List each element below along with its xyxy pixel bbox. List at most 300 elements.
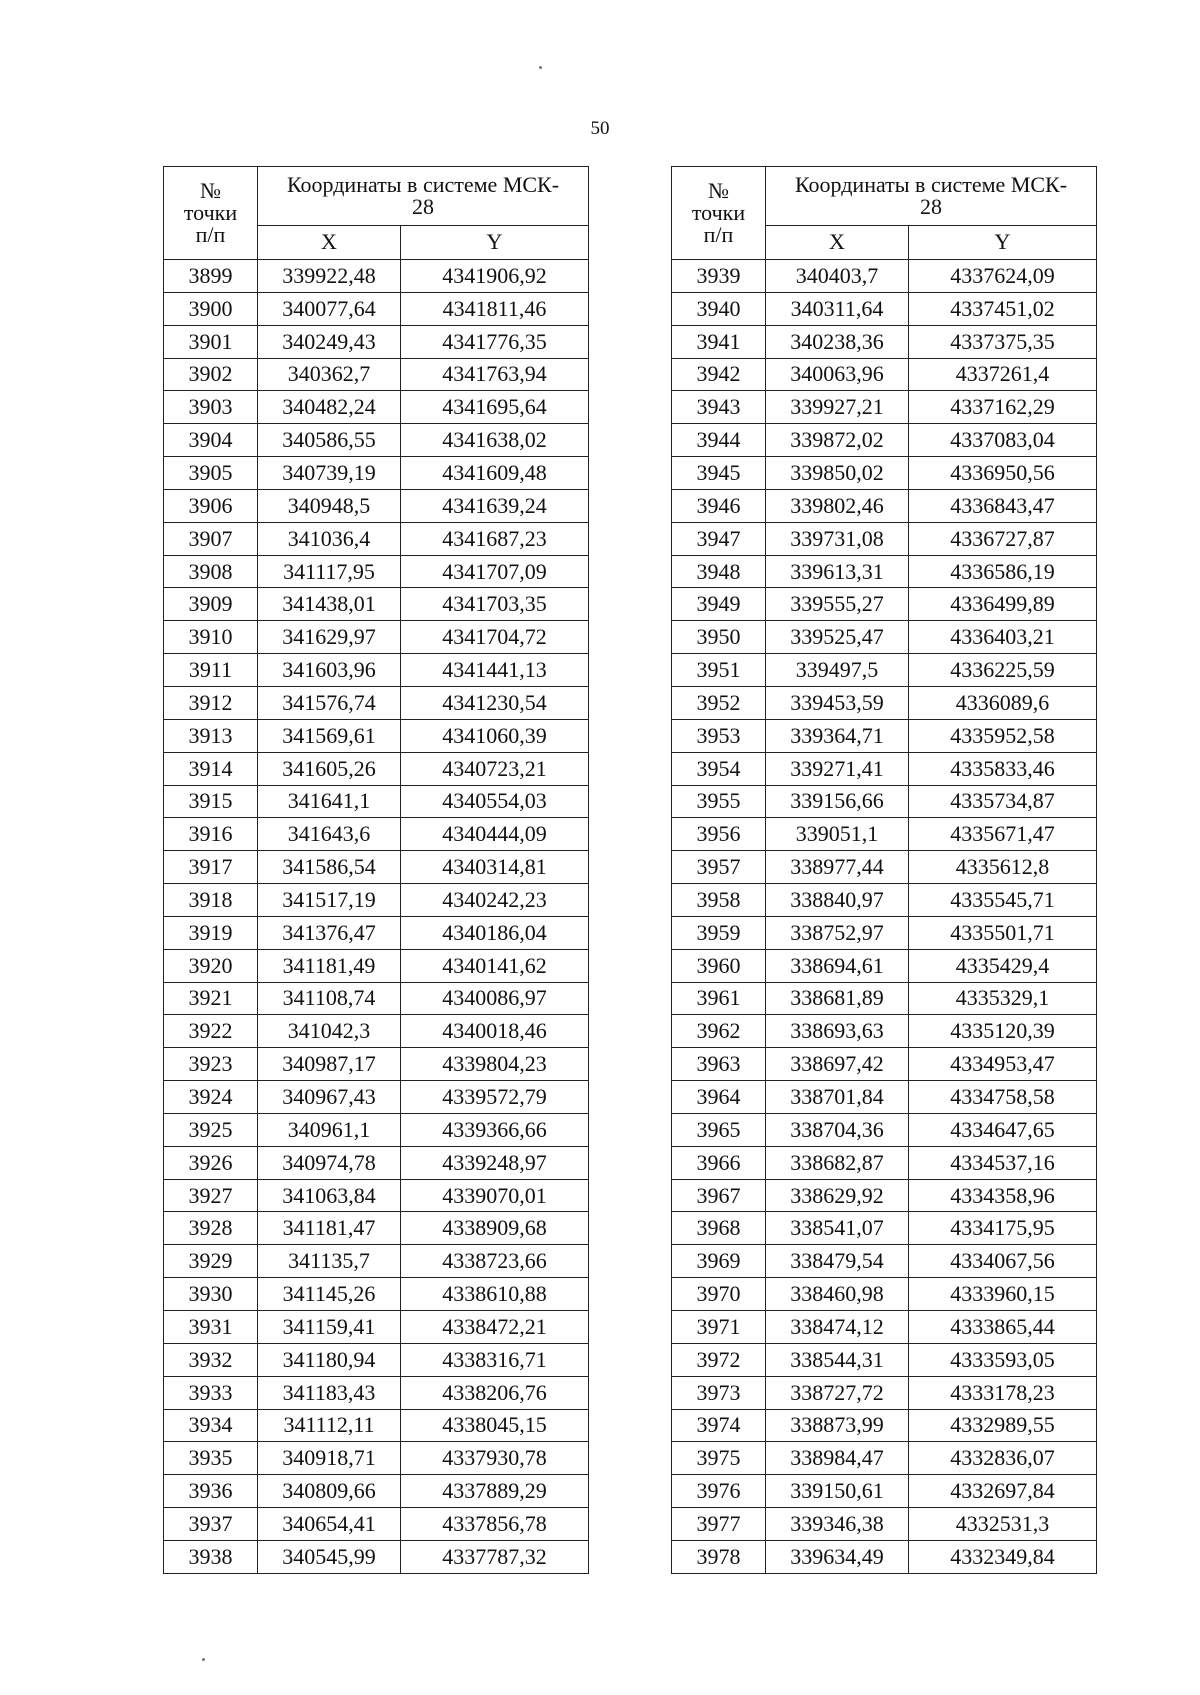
x-coordinate-cell: 339731,08	[766, 522, 909, 555]
x-coordinate-cell: 339364,71	[766, 719, 909, 752]
y-coordinate-cell: 4341776,35	[401, 325, 589, 358]
y-coordinate-cell: 4332697,84	[909, 1475, 1097, 1508]
x-coordinate-cell: 338704,36	[766, 1113, 909, 1146]
x-coordinate-cell: 341181,49	[258, 949, 401, 982]
scan-speck	[539, 66, 542, 69]
x-coordinate-cell: 339802,46	[766, 489, 909, 522]
point-number-cell: 3957	[672, 851, 766, 884]
x-coordinate-cell: 340961,1	[258, 1113, 401, 1146]
table-row	[672, 785, 1097, 818]
point-number-cell: 3937	[164, 1508, 258, 1541]
x-coordinate-cell: 341605,26	[258, 752, 401, 785]
table-row	[164, 1048, 589, 1081]
table-row	[672, 982, 1097, 1015]
x-coordinate-cell: 340654,41	[258, 1508, 401, 1541]
point-number-cell: 3934	[164, 1409, 258, 1442]
point-number-cell: 3956	[672, 818, 766, 851]
point-number-cell: 3916	[164, 818, 258, 851]
x-coordinate-cell: 340948,5	[258, 489, 401, 522]
x-coordinate-cell: 339346,38	[766, 1508, 909, 1541]
table-row	[672, 260, 1097, 293]
table-row	[164, 260, 589, 293]
x-coordinate-cell: 338873,99	[766, 1409, 909, 1442]
table-row	[672, 1015, 1097, 1048]
table-row	[164, 1245, 589, 1278]
y-column-header: Y	[909, 225, 1097, 259]
point-number-cell: 3958	[672, 884, 766, 917]
x-coordinate-cell: 341376,47	[258, 916, 401, 949]
y-coordinate-cell: 4341707,09	[401, 555, 589, 588]
point-number-cell: 3910	[164, 621, 258, 654]
y-coordinate-cell: 4336727,87	[909, 522, 1097, 555]
point-number-cell: 3950	[672, 621, 766, 654]
table-row	[672, 1179, 1097, 1212]
x-coordinate-cell: 340238,36	[766, 325, 909, 358]
table-row	[672, 522, 1097, 555]
y-coordinate-cell: 4333593,05	[909, 1343, 1097, 1376]
y-coordinate-cell: 4340242,23	[401, 884, 589, 917]
point-number-cell: 3960	[672, 949, 766, 982]
x-coordinate-cell: 341159,41	[258, 1311, 401, 1344]
table-row	[672, 1311, 1097, 1344]
x-coordinate-cell: 341181,47	[258, 1212, 401, 1245]
table-row	[672, 1508, 1097, 1541]
point-number-cell: 3906	[164, 489, 258, 522]
point-number-cell: 3940	[672, 292, 766, 325]
y-coordinate-cell: 4340444,09	[401, 818, 589, 851]
y-coordinate-cell: 4335833,46	[909, 752, 1097, 785]
y-coordinate-cell: 4341687,23	[401, 522, 589, 555]
y-coordinate-cell: 4340314,81	[401, 851, 589, 884]
x-coordinate-cell: 340077,64	[258, 292, 401, 325]
y-coordinate-cell: 4341763,94	[401, 358, 589, 391]
x-coordinate-cell: 339555,27	[766, 588, 909, 621]
table-row	[164, 1409, 589, 1442]
x-coordinate-cell: 340809,66	[258, 1475, 401, 1508]
x-coordinate-cell: 341569,61	[258, 719, 401, 752]
y-coordinate-cell: 4339070,01	[401, 1179, 589, 1212]
table-row	[164, 884, 589, 917]
point-number-cell: 3968	[672, 1212, 766, 1245]
table-row	[672, 1343, 1097, 1376]
table-row	[672, 1113, 1097, 1146]
x-coordinate-cell: 339850,02	[766, 457, 909, 490]
x-column-header: X	[258, 225, 401, 259]
x-coordinate-cell: 338694,61	[766, 949, 909, 982]
y-coordinate-cell: 4336586,19	[909, 555, 1097, 588]
point-number-cell: 3930	[164, 1278, 258, 1311]
y-coordinate-cell: 4336403,21	[909, 621, 1097, 654]
y-coordinate-cell: 4334067,56	[909, 1245, 1097, 1278]
y-coordinate-cell: 4339248,97	[401, 1146, 589, 1179]
point-number-cell: 3901	[164, 325, 258, 358]
point-number-cell: 3929	[164, 1245, 258, 1278]
point-number-cell: 3931	[164, 1311, 258, 1344]
y-coordinate-cell: 4341703,35	[401, 588, 589, 621]
x-coordinate-cell: 340967,43	[258, 1081, 401, 1114]
table-row	[672, 1048, 1097, 1081]
x-coordinate-cell: 338727,72	[766, 1376, 909, 1409]
y-coordinate-cell: 4341441,13	[401, 654, 589, 687]
x-coordinate-cell: 339927,21	[766, 391, 909, 424]
x-coordinate-cell: 339613,31	[766, 555, 909, 588]
point-number-cell: 3922	[164, 1015, 258, 1048]
table-row	[672, 949, 1097, 982]
table-row	[164, 982, 589, 1015]
point-number-cell: 3936	[164, 1475, 258, 1508]
table-row	[164, 1343, 589, 1376]
y-coordinate-cell: 4341704,72	[401, 621, 589, 654]
x-coordinate-cell: 339156,66	[766, 785, 909, 818]
table-row	[164, 818, 589, 851]
x-coordinate-cell: 338629,92	[766, 1179, 909, 1212]
y-coordinate-cell: 4337083,04	[909, 424, 1097, 457]
y-coordinate-cell: 4337930,78	[401, 1442, 589, 1475]
y-coordinate-cell: 4337856,78	[401, 1508, 589, 1541]
table-row	[164, 654, 589, 687]
y-coordinate-cell: 4334647,65	[909, 1113, 1097, 1146]
table-row	[164, 424, 589, 457]
x-coordinate-cell: 339453,59	[766, 686, 909, 719]
y-coordinate-cell: 4333178,23	[909, 1376, 1097, 1409]
table-row	[164, 1376, 589, 1409]
point-number-cell: 3974	[672, 1409, 766, 1442]
table-row	[672, 358, 1097, 391]
point-number-cell: 3966	[672, 1146, 766, 1179]
y-coordinate-cell: 4335501,71	[909, 916, 1097, 949]
table-row	[164, 1540, 589, 1573]
table-row	[164, 1212, 589, 1245]
table-row	[164, 785, 589, 818]
y-coordinate-cell: 4341230,54	[401, 686, 589, 719]
table-row	[164, 555, 589, 588]
x-coordinate-cell: 340403,7	[766, 260, 909, 293]
y-coordinate-cell: 4332989,55	[909, 1409, 1097, 1442]
x-coordinate-cell: 341108,74	[258, 982, 401, 1015]
table-row	[672, 1475, 1097, 1508]
point-number-cell: 3909	[164, 588, 258, 621]
x-coordinate-cell: 341576,74	[258, 686, 401, 719]
table-row	[672, 884, 1097, 917]
point-number-cell: 3911	[164, 654, 258, 687]
table-body	[672, 260, 1097, 1574]
x-coordinate-cell: 338479,54	[766, 1245, 909, 1278]
point-number-cell: 3915	[164, 785, 258, 818]
y-coordinate-cell: 4333960,15	[909, 1278, 1097, 1311]
y-coordinate-cell: 4341639,24	[401, 489, 589, 522]
table-row	[672, 457, 1097, 490]
table-row	[672, 1442, 1097, 1475]
y-coordinate-cell: 4340186,04	[401, 916, 589, 949]
x-coordinate-cell: 340739,19	[258, 457, 401, 490]
point-number-cell: 3941	[672, 325, 766, 358]
x-coordinate-cell: 341641,1	[258, 785, 401, 818]
x-coordinate-cell: 338752,97	[766, 916, 909, 949]
table-row	[164, 1442, 589, 1475]
point-number-cell: 3905	[164, 457, 258, 490]
point-number-cell: 3965	[672, 1113, 766, 1146]
point-number-cell: 3946	[672, 489, 766, 522]
x-coordinate-cell: 340918,71	[258, 1442, 401, 1475]
y-coordinate-cell: 4335612,8	[909, 851, 1097, 884]
x-coordinate-cell: 341183,43	[258, 1376, 401, 1409]
table-row	[164, 391, 589, 424]
x-coordinate-cell: 341438,01	[258, 588, 401, 621]
y-coordinate-cell: 4334758,58	[909, 1081, 1097, 1114]
x-coordinate-cell: 339051,1	[766, 818, 909, 851]
y-coordinate-cell: 4337162,29	[909, 391, 1097, 424]
table-row	[672, 1409, 1097, 1442]
point-number-cell: 3920	[164, 949, 258, 982]
table-row	[164, 1015, 589, 1048]
y-coordinate-cell: 4337889,29	[401, 1475, 589, 1508]
point-number-cell: 3947	[672, 522, 766, 555]
point-number-cell: 3973	[672, 1376, 766, 1409]
point-number-cell: 3935	[164, 1442, 258, 1475]
y-coordinate-cell: 4336089,6	[909, 686, 1097, 719]
y-coordinate-cell: 4337261,4	[909, 358, 1097, 391]
x-coordinate-cell: 338840,97	[766, 884, 909, 917]
point-number-cell: 3977	[672, 1508, 766, 1541]
x-coordinate-cell: 338984,47	[766, 1442, 909, 1475]
table-row	[164, 325, 589, 358]
table-row	[164, 489, 589, 522]
page-number: 50	[590, 118, 610, 139]
y-coordinate-cell: 4341695,64	[401, 391, 589, 424]
y-coordinate-cell: 4337451,02	[909, 292, 1097, 325]
x-coordinate-cell: 338701,84	[766, 1081, 909, 1114]
x-coordinate-cell: 341042,3	[258, 1015, 401, 1048]
x-coordinate-cell: 338541,07	[766, 1212, 909, 1245]
point-number-cell: 3900	[164, 292, 258, 325]
y-coordinate-cell: 4335120,39	[909, 1015, 1097, 1048]
table-row	[672, 588, 1097, 621]
y-coordinate-cell: 4335329,1	[909, 982, 1097, 1015]
y-coordinate-cell: 4338909,68	[401, 1212, 589, 1245]
y-coordinate-cell: 4339366,66	[401, 1113, 589, 1146]
table-row	[164, 1508, 589, 1541]
y-coordinate-cell: 4340018,46	[401, 1015, 589, 1048]
table-row	[672, 489, 1097, 522]
point-number-cell: 3919	[164, 916, 258, 949]
point-number-cell: 3903	[164, 391, 258, 424]
point-number-cell: 3938	[164, 1540, 258, 1573]
table-row	[164, 1146, 589, 1179]
y-coordinate-cell: 4340554,03	[401, 785, 589, 818]
point-number-cell: 3943	[672, 391, 766, 424]
x-coordinate-cell: 340362,7	[258, 358, 401, 391]
point-number-cell: 3964	[672, 1081, 766, 1114]
point-number-cell: 3904	[164, 424, 258, 457]
point-number-cell: 3918	[164, 884, 258, 917]
x-coordinate-cell: 340063,96	[766, 358, 909, 391]
table-row	[672, 1278, 1097, 1311]
y-coordinate-cell: 4341811,46	[401, 292, 589, 325]
point-number-cell: 3975	[672, 1442, 766, 1475]
table-row	[164, 621, 589, 654]
table-row	[164, 457, 589, 490]
y-coordinate-cell: 4341609,48	[401, 457, 589, 490]
x-coordinate-cell: 341643,6	[258, 818, 401, 851]
point-number-cell: 3908	[164, 555, 258, 588]
x-coordinate-cell: 340586,55	[258, 424, 401, 457]
x-coordinate-cell: 339634,49	[766, 1540, 909, 1573]
x-coordinate-cell: 338681,89	[766, 982, 909, 1015]
point-number-cell: 3976	[672, 1475, 766, 1508]
table-row	[672, 686, 1097, 719]
y-coordinate-cell: 4335734,87	[909, 785, 1097, 818]
y-coordinate-cell: 4332531,3	[909, 1508, 1097, 1541]
point-number-cell: 3962	[672, 1015, 766, 1048]
y-coordinate-cell: 4336499,89	[909, 588, 1097, 621]
table-row	[672, 1245, 1097, 1278]
point-number-cell: 3948	[672, 555, 766, 588]
table-row	[164, 752, 589, 785]
table-row	[164, 358, 589, 391]
y-coordinate-cell: 4338316,71	[401, 1343, 589, 1376]
point-number-cell: 3963	[672, 1048, 766, 1081]
coordinates-table-right	[671, 166, 1097, 1574]
table-row	[672, 292, 1097, 325]
point-number-cell: 3917	[164, 851, 258, 884]
x-coordinate-cell: 338697,42	[766, 1048, 909, 1081]
y-coordinate-cell: 4336950,56	[909, 457, 1097, 490]
y-coordinate-cell: 4339804,23	[401, 1048, 589, 1081]
point-number-header: № точки п/п	[672, 167, 766, 260]
x-coordinate-cell: 338977,44	[766, 851, 909, 884]
point-number-cell: 3951	[672, 654, 766, 687]
table-row	[164, 1081, 589, 1114]
point-number-cell: 3971	[672, 1311, 766, 1344]
y-coordinate-cell: 4340723,21	[401, 752, 589, 785]
point-number-cell: 3927	[164, 1179, 258, 1212]
y-coordinate-cell: 4340086,97	[401, 982, 589, 1015]
y-coordinate-cell: 4339572,79	[401, 1081, 589, 1114]
table-row	[672, 424, 1097, 457]
table-row	[164, 588, 589, 621]
table-row	[672, 1146, 1097, 1179]
point-number-cell: 3961	[672, 982, 766, 1015]
table-row	[672, 391, 1097, 424]
table-row	[164, 1113, 589, 1146]
x-coordinate-cell: 339872,02	[766, 424, 909, 457]
x-coordinate-cell: 339525,47	[766, 621, 909, 654]
table-row	[672, 555, 1097, 588]
coordinates-header: Координаты в системе МСК- 28	[766, 167, 1097, 226]
x-coordinate-cell: 341517,19	[258, 884, 401, 917]
x-coordinate-cell: 339150,61	[766, 1475, 909, 1508]
y-column-header: Y	[401, 225, 589, 259]
point-number-cell: 3970	[672, 1278, 766, 1311]
x-coordinate-cell: 338544,31	[766, 1343, 909, 1376]
table-row	[164, 1179, 589, 1212]
table-row	[672, 325, 1097, 358]
table-row	[672, 752, 1097, 785]
point-number-cell: 3914	[164, 752, 258, 785]
table-row	[672, 719, 1097, 752]
x-coordinate-cell: 341117,95	[258, 555, 401, 588]
y-coordinate-cell: 4337787,32	[401, 1540, 589, 1573]
y-coordinate-cell: 4335671,47	[909, 818, 1097, 851]
point-number-cell: 3933	[164, 1376, 258, 1409]
x-coordinate-cell: 338682,87	[766, 1146, 909, 1179]
x-coordinate-cell: 340974,78	[258, 1146, 401, 1179]
table-header	[672, 167, 1097, 260]
y-coordinate-cell: 4334537,16	[909, 1146, 1097, 1179]
x-coordinate-cell: 340987,17	[258, 1048, 401, 1081]
y-coordinate-cell: 4332836,07	[909, 1442, 1097, 1475]
point-number-cell: 3952	[672, 686, 766, 719]
point-number-cell: 3925	[164, 1113, 258, 1146]
y-coordinate-cell: 4332349,84	[909, 1540, 1097, 1573]
point-number-cell: 3907	[164, 522, 258, 555]
y-coordinate-cell: 4335545,71	[909, 884, 1097, 917]
y-coordinate-cell: 4338472,21	[401, 1311, 589, 1344]
table-row	[672, 1376, 1097, 1409]
point-number-cell: 3954	[672, 752, 766, 785]
point-number-cell: 3942	[672, 358, 766, 391]
table-row	[672, 818, 1097, 851]
y-coordinate-cell: 4335952,58	[909, 719, 1097, 752]
y-coordinate-cell: 4335429,4	[909, 949, 1097, 982]
point-number-cell: 3949	[672, 588, 766, 621]
point-number-cell: 3944	[672, 424, 766, 457]
table-body	[164, 260, 589, 1574]
y-coordinate-cell: 4334175,95	[909, 1212, 1097, 1245]
y-coordinate-cell: 4338045,15	[401, 1409, 589, 1442]
point-number-cell: 3932	[164, 1343, 258, 1376]
table-row	[672, 654, 1097, 687]
x-coordinate-cell: 340311,64	[766, 292, 909, 325]
scan-speck	[202, 1658, 205, 1661]
point-number-cell: 3972	[672, 1343, 766, 1376]
y-coordinate-cell: 4341638,02	[401, 424, 589, 457]
x-column-header: X	[766, 225, 909, 259]
y-coordinate-cell: 4341906,92	[401, 260, 589, 293]
point-number-cell: 3959	[672, 916, 766, 949]
point-number-cell: 3939	[672, 260, 766, 293]
table-row	[672, 1540, 1097, 1573]
table-row	[164, 851, 589, 884]
x-coordinate-cell: 339497,5	[766, 654, 909, 687]
point-number-cell: 3899	[164, 260, 258, 293]
point-number-cell: 3978	[672, 1540, 766, 1573]
table-row	[164, 1311, 589, 1344]
table-row	[164, 522, 589, 555]
point-number-cell: 3967	[672, 1179, 766, 1212]
point-number-cell: 3945	[672, 457, 766, 490]
table-row	[164, 949, 589, 982]
point-number-cell: 3924	[164, 1081, 258, 1114]
y-coordinate-cell: 4337375,35	[909, 325, 1097, 358]
x-coordinate-cell: 338460,98	[766, 1278, 909, 1311]
x-coordinate-cell: 341112,11	[258, 1409, 401, 1442]
point-number-cell: 3969	[672, 1245, 766, 1278]
table-row	[672, 916, 1097, 949]
x-coordinate-cell: 339271,41	[766, 752, 909, 785]
y-coordinate-cell: 4338610,88	[401, 1278, 589, 1311]
x-coordinate-cell: 341180,94	[258, 1343, 401, 1376]
table-row	[164, 916, 589, 949]
x-coordinate-cell: 338693,63	[766, 1015, 909, 1048]
point-number-cell: 3953	[672, 719, 766, 752]
coordinates-header: Координаты в системе МСК- 28	[258, 167, 589, 226]
y-coordinate-cell: 4334358,96	[909, 1179, 1097, 1212]
table-row	[672, 851, 1097, 884]
x-coordinate-cell: 341603,96	[258, 654, 401, 687]
x-coordinate-cell: 338474,12	[766, 1311, 909, 1344]
coordinates-table-left	[163, 166, 589, 1574]
